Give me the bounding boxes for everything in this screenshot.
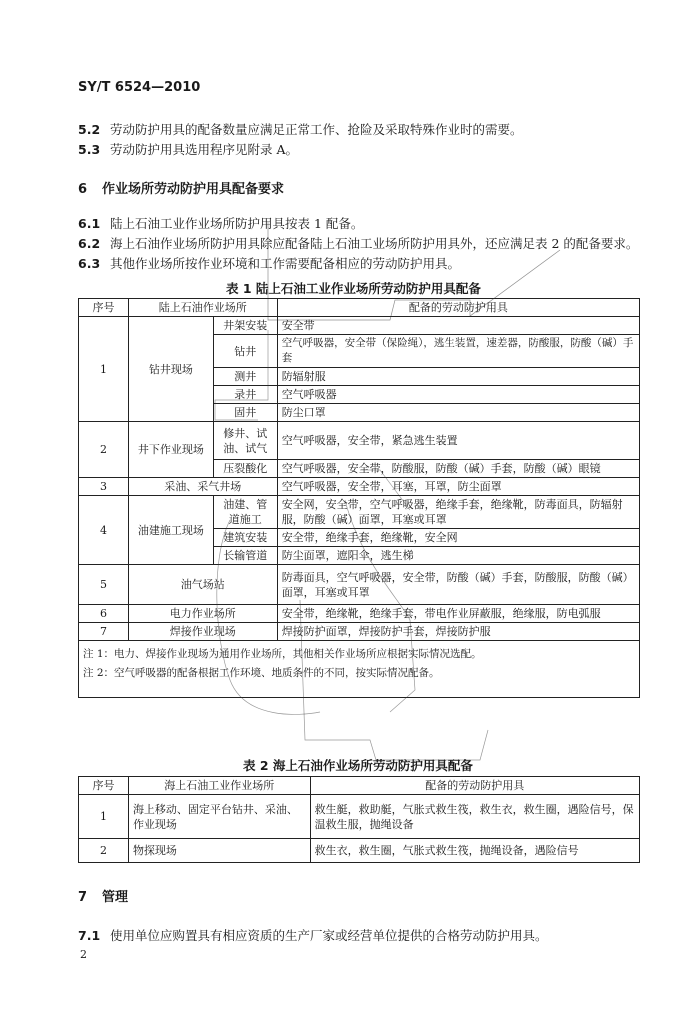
row-equip: 安全带 bbox=[277, 317, 639, 335]
page-number: 2 bbox=[80, 948, 87, 961]
row-subplace: 长输管道 bbox=[213, 547, 277, 565]
row-subplace: 测井 bbox=[213, 368, 277, 386]
header-place: 陆上石油作业场所 bbox=[128, 299, 277, 317]
clause-number: 6.1 bbox=[78, 216, 101, 231]
row-equip: 安全网，安全带，空气呼吸器，绝缘手套，绝缘靴，防毒面具，防辐射服，防酸（碱）面罩，耳塞或耳罩 bbox=[277, 496, 639, 529]
row-place: 油建施工现场 bbox=[128, 496, 213, 565]
section-7-heading bbox=[78, 886, 128, 905]
clause-5-2 bbox=[78, 120, 523, 138]
row-no: 2 bbox=[79, 839, 129, 863]
clause-5-3 bbox=[78, 140, 298, 158]
row-no: 6 bbox=[79, 605, 129, 623]
clause-number: 5.3 bbox=[78, 142, 101, 157]
table-header-row bbox=[79, 777, 640, 795]
clause-text: 其他作业场所按作业环境和工作需要配备相应的劳动防护用具。 bbox=[110, 256, 461, 271]
row-equip: 救生艇，救助艇，气胀式救生筏，救生衣，救生圈，遇险信号，保温救生服，抛绳设备 bbox=[310, 795, 639, 839]
row-subplace: 建筑安装 bbox=[213, 529, 277, 547]
row-equip: 空气呼吸器 bbox=[277, 386, 639, 404]
section-title: 管理 bbox=[102, 890, 129, 905]
document-code: SY/T 6524—2010 bbox=[78, 80, 201, 95]
row-place: 电力作业场所 bbox=[128, 605, 277, 623]
row-no: 7 bbox=[79, 623, 129, 641]
table2-caption: 表 2 海上石油作业场所劳动防护用具配备 bbox=[243, 758, 473, 773]
row-equip: 防辐射服 bbox=[277, 368, 639, 386]
clause-text: 劳动防护用具选用程序见附录 A。 bbox=[110, 142, 299, 157]
table-note-2: 注 2：空气呼吸器的配备根据工作环境、地质条件的不同，按实际情况配备。 bbox=[83, 667, 440, 679]
clause-number: 6.2 bbox=[78, 236, 101, 251]
header-no: 序号 bbox=[79, 777, 129, 795]
row-subplace: 修井、试油、试气 bbox=[213, 422, 277, 460]
header-equip: 配备的劳动防护用具 bbox=[310, 777, 639, 795]
table-row bbox=[79, 605, 640, 623]
row-place: 海上移动、固定平台钻井、采油、作业现场 bbox=[128, 795, 310, 839]
row-equip: 空气呼吸器，安全带，紧急逃生装置 bbox=[277, 422, 639, 460]
clause-7-1 bbox=[78, 926, 548, 944]
row-equip: 空气呼吸器，安全带（保险绳），逃生装置，速差器，防酸服，防酸（碱）手套 bbox=[277, 335, 639, 368]
table-notes bbox=[79, 641, 640, 698]
row-place: 焊接作业现场 bbox=[128, 623, 277, 641]
table-row bbox=[79, 496, 640, 529]
row-no: 2 bbox=[79, 422, 129, 478]
table2 bbox=[78, 776, 640, 863]
table-row bbox=[79, 317, 640, 335]
row-subplace: 固井 bbox=[213, 404, 277, 422]
table1-caption: 表 1 陆上石油工业作业场所劳动防护用具配备 bbox=[226, 281, 481, 296]
row-equip: 空气呼吸器，安全带，耳塞，耳罩，防尘面罩 bbox=[277, 478, 639, 496]
row-place: 井下作业现场 bbox=[128, 422, 213, 478]
row-no: 5 bbox=[79, 565, 129, 605]
row-subplace: 油建、管道施工 bbox=[213, 496, 277, 529]
section-6-heading bbox=[78, 178, 284, 197]
row-no: 4 bbox=[79, 496, 129, 565]
header-no: 序号 bbox=[79, 299, 129, 317]
row-no: 1 bbox=[79, 795, 129, 839]
table-header-row bbox=[79, 299, 640, 317]
header-equip: 配备的劳动防护用具 bbox=[277, 299, 639, 317]
row-equip: 安全带，绝缘手套，绝缘靴，安全网 bbox=[277, 529, 639, 547]
clause-6-3 bbox=[78, 254, 460, 272]
clause-text: 海上石油作业场所防护用具除应配备陆上石油工业场所防护用具外，还应满足表 2 的配备要求。 bbox=[110, 236, 639, 251]
clause-6-2 bbox=[78, 234, 638, 252]
table-row bbox=[79, 839, 640, 863]
table-row bbox=[79, 478, 640, 496]
clause-number: 7.1 bbox=[78, 928, 101, 943]
table-row bbox=[79, 795, 640, 839]
row-place: 采油、采气井场 bbox=[128, 478, 277, 496]
row-place: 钻井现场 bbox=[128, 317, 213, 422]
clause-text: 陆上石油工业作业场所防护用具按表 1 配备。 bbox=[110, 216, 364, 231]
clause-number: 5.2 bbox=[78, 122, 101, 137]
clause-text: 使用单位应购置具有相应资质的生产厂家或经营单位提供的合格劳动防护用具。 bbox=[110, 928, 548, 943]
row-subplace: 钻井 bbox=[213, 335, 277, 368]
clause-text: 劳动防护用具的配备数量应满足正常工作、抢险及采取特殊作业时的需要。 bbox=[110, 122, 523, 137]
header-place: 海上石油工业作业场所 bbox=[128, 777, 310, 795]
row-no: 3 bbox=[79, 478, 129, 496]
row-place: 油气场站 bbox=[128, 565, 277, 605]
section-number: 7 bbox=[78, 890, 88, 905]
row-no: 1 bbox=[79, 317, 129, 422]
row-place: 物探现场 bbox=[128, 839, 310, 863]
row-subplace: 录井 bbox=[213, 386, 277, 404]
table-row bbox=[79, 623, 640, 641]
section-number: 6 bbox=[78, 182, 88, 197]
row-equip: 空气呼吸器，安全带，防酸服，防酸（碱）手套，防酸（碱）眼镜 bbox=[277, 460, 639, 478]
row-subplace: 压裂酸化 bbox=[213, 460, 277, 478]
table-note-1: 注 1：电力、焊接作业现场为通用作业场所，其他相关作业场所应根据实际情况选配。 bbox=[83, 648, 482, 660]
table-row bbox=[79, 565, 640, 605]
row-subplace: 井架安装 bbox=[213, 317, 277, 335]
clause-number: 6.3 bbox=[78, 256, 101, 271]
row-equip: 救生衣，救生圈，气胀式救生筏，抛绳设备，遇险信号 bbox=[310, 839, 639, 863]
table-row bbox=[79, 422, 640, 460]
row-equip: 防尘面罩，遮阳伞，逃生梯 bbox=[277, 547, 639, 565]
row-equip: 安全带，绝缘靴，绝缘手套，带电作业屏蔽服，绝缘服，防电弧服 bbox=[277, 605, 639, 623]
row-equip: 防尘口罩 bbox=[277, 404, 639, 422]
clause-6-1 bbox=[78, 214, 363, 232]
row-equip: 防毒面具，空气呼吸器，安全带，防酸（碱）手套，防酸服，防酸（碱）面罩，耳塞或耳罩 bbox=[277, 565, 639, 605]
table1 bbox=[78, 298, 640, 698]
section-title: 作业场所劳动防护用具配备要求 bbox=[102, 182, 285, 197]
row-equip: 焊接防护面罩，焊接防护手套，焊接防护服 bbox=[277, 623, 639, 641]
